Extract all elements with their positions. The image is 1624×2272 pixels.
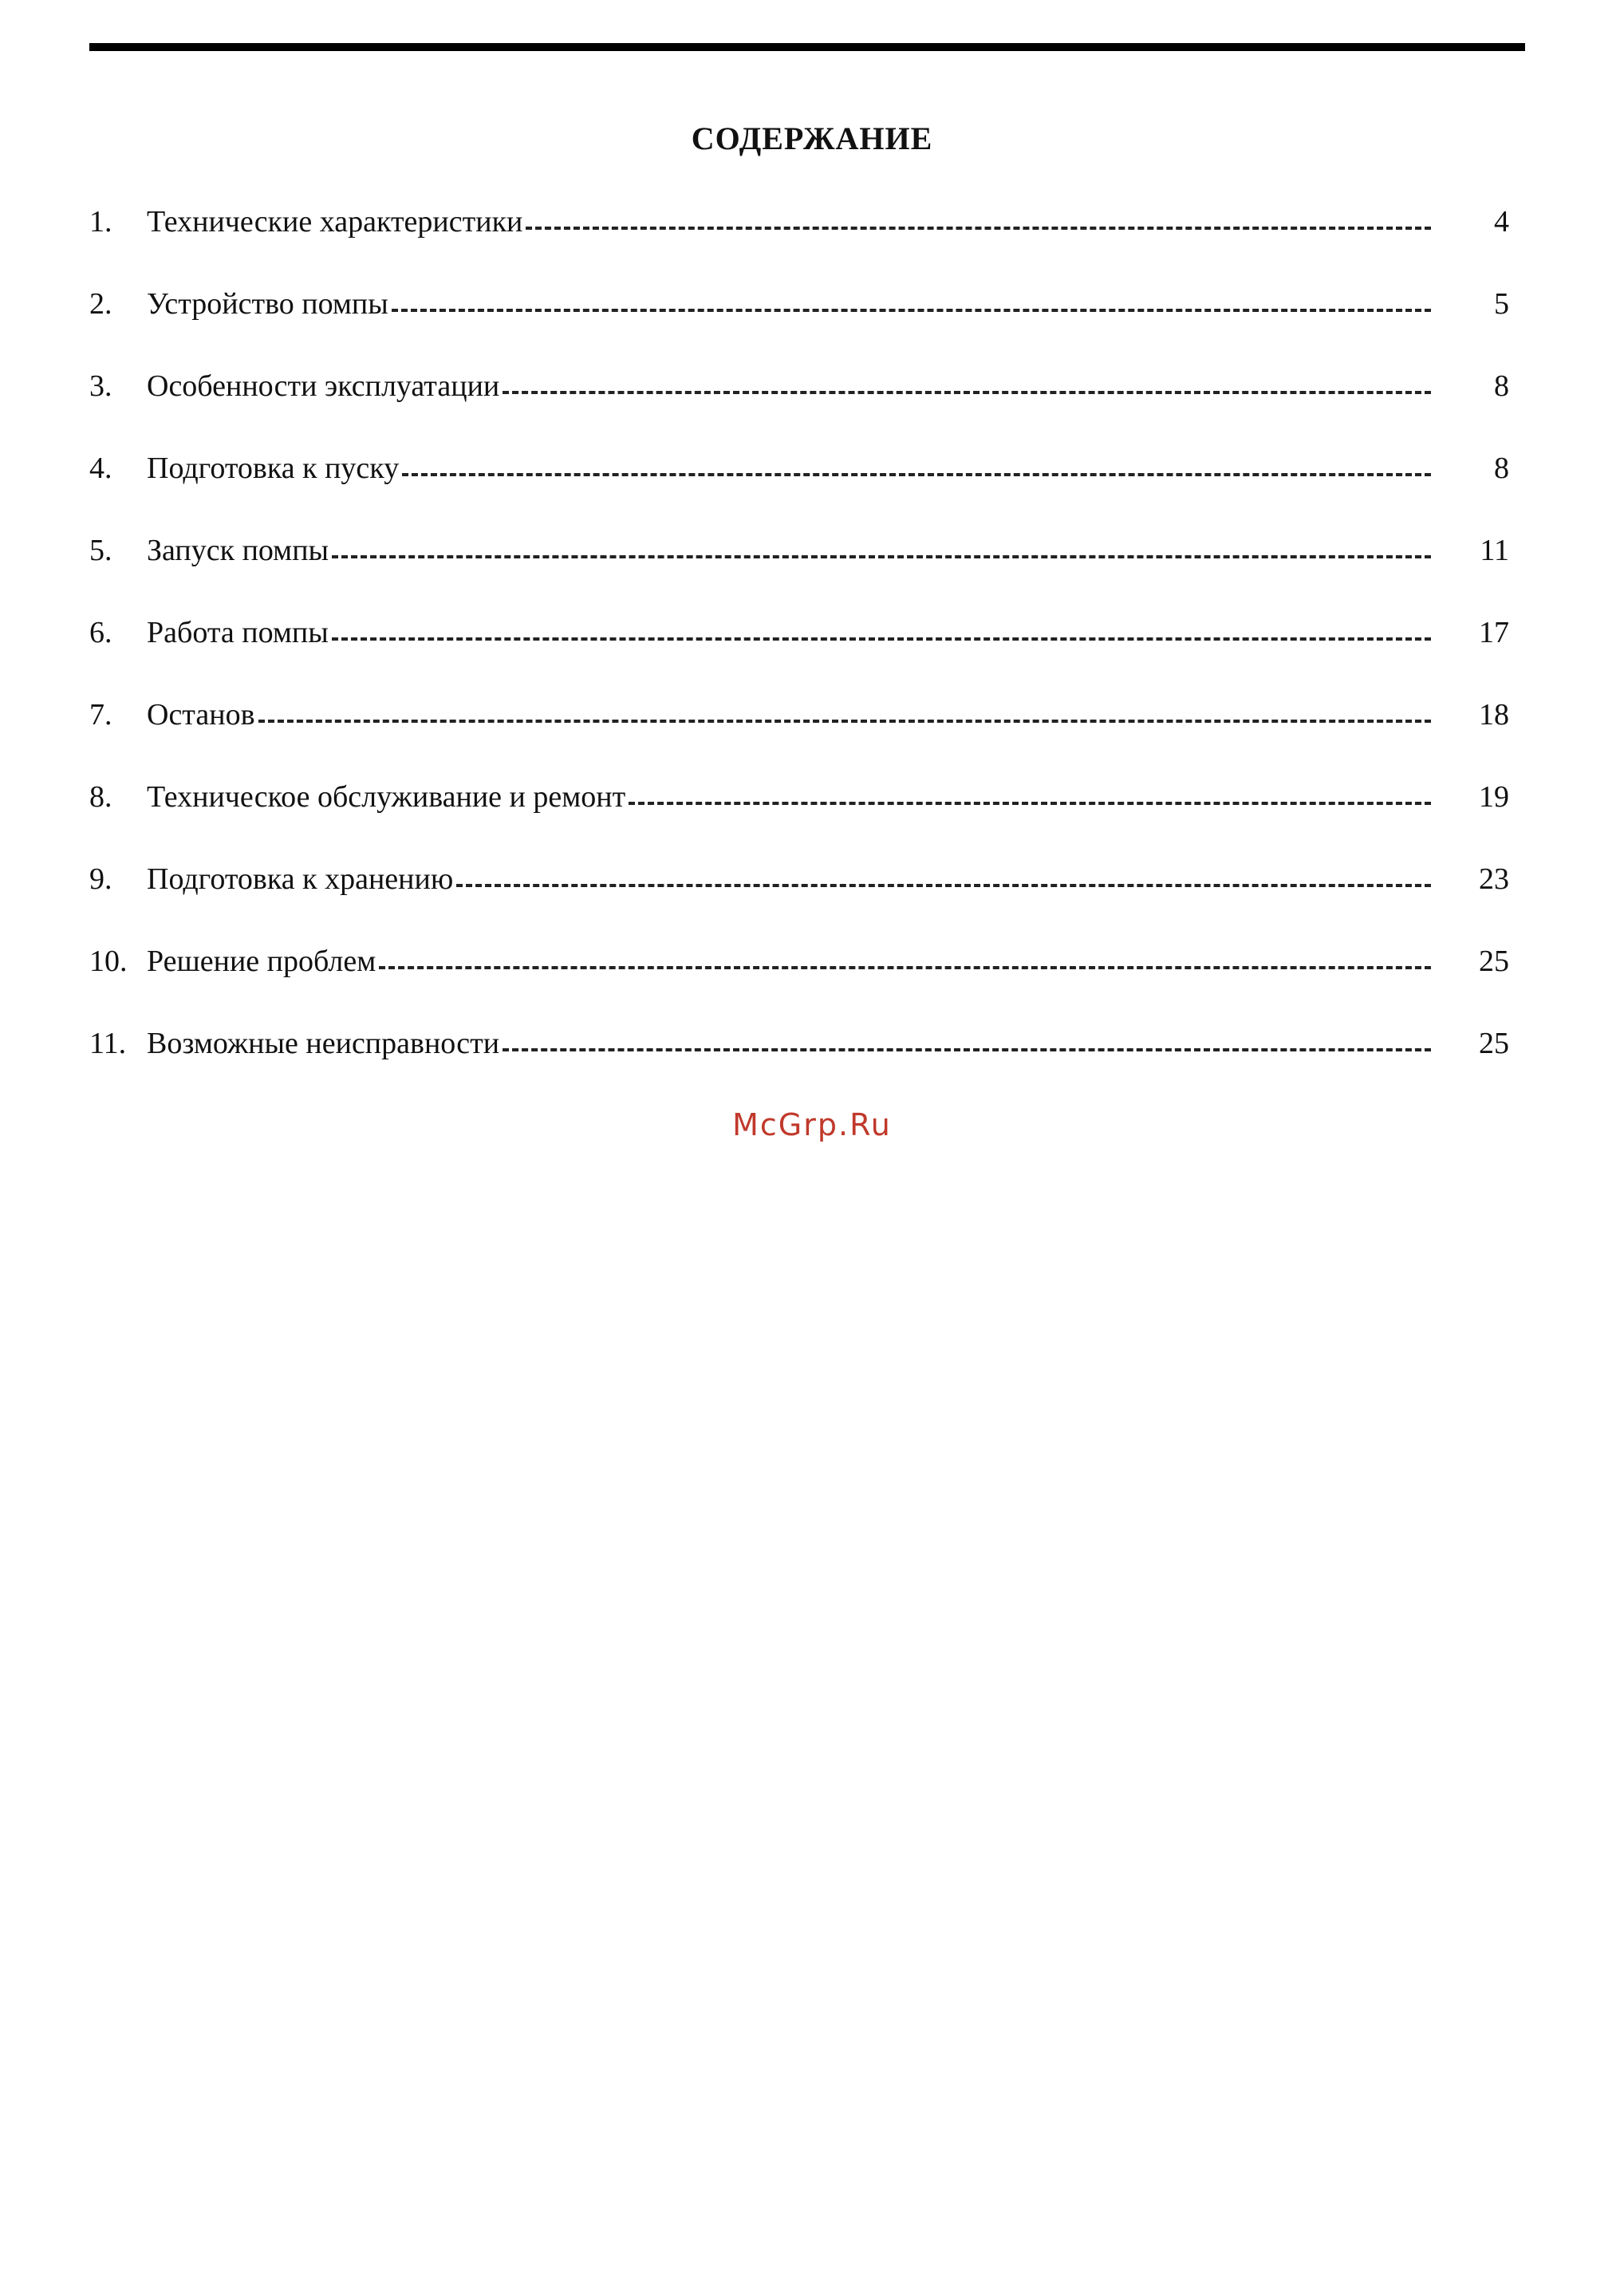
watermark-link[interactable]: McGrp.Ru — [732, 1107, 892, 1142]
toc-entry-page: 8 — [1494, 369, 1509, 403]
toc-entry[interactable] — [89, 773, 1509, 855]
toc-entry[interactable] — [89, 1020, 1509, 1102]
dot-leader — [332, 555, 1431, 558]
toc-title: СОДЕРЖАНИЕ — [691, 120, 933, 156]
toc-entry-page: 23 — [1479, 862, 1509, 896]
toc-entry-number: 10. — [89, 945, 128, 978]
toc-entry-number: 7. — [89, 698, 112, 732]
toc-entry-page: 5 — [1494, 287, 1509, 321]
dot-leader — [629, 802, 1431, 805]
toc-entry[interactable] — [89, 444, 1509, 527]
toc-entry-page: 11 — [1480, 534, 1509, 567]
dot-leader — [503, 391, 1431, 394]
toc-entry[interactable] — [89, 855, 1509, 937]
toc-entry-page: 25 — [1479, 945, 1509, 978]
toc-entry-number: 4. — [89, 452, 112, 485]
dot-leader — [526, 227, 1431, 230]
toc-entry-number: 1. — [89, 205, 112, 239]
toc-entry-number: 11. — [89, 1027, 127, 1060]
toc-entry[interactable] — [89, 691, 1509, 773]
toc-entry-page: 17 — [1479, 616, 1509, 649]
toc-entry[interactable] — [89, 527, 1509, 609]
toc-entry[interactable] — [89, 280, 1509, 362]
top-rule — [89, 43, 1525, 51]
dot-leader — [392, 309, 1431, 312]
toc-entry-page: 4 — [1494, 205, 1509, 239]
dot-leader — [258, 720, 1431, 723]
toc-entry-title: Техническое обслуживание и ремонт — [147, 780, 626, 814]
toc-entry-number: 8. — [89, 780, 112, 814]
toc-entry-page: 8 — [1494, 452, 1509, 485]
toc-entry-title: Решение проблем — [147, 945, 376, 978]
toc-entry-number: 6. — [89, 616, 112, 649]
toc-entry-page: 25 — [1479, 1027, 1509, 1060]
toc-entry-title: Запуск помпы — [147, 534, 329, 567]
toc-entry-title: Особенности эксплуатации — [147, 369, 500, 403]
toc-entry-number: 3. — [89, 369, 112, 403]
toc-entry-title: Технические характеристики — [147, 205, 523, 239]
toc-entry-page: 18 — [1479, 698, 1509, 732]
toc-entry-number: 5. — [89, 534, 112, 567]
toc-entry-title: Подготовка к хранению — [147, 862, 454, 896]
toc-entry[interactable] — [89, 609, 1509, 691]
toc-entry-page: 19 — [1479, 780, 1509, 814]
toc-entry-number: 9. — [89, 862, 112, 896]
toc-entry[interactable] — [89, 937, 1509, 1020]
dot-leader — [379, 966, 1431, 969]
dot-leader — [456, 884, 1431, 887]
toc-entry-title: Возможные неисправности — [147, 1027, 500, 1060]
dot-leader — [503, 1048, 1431, 1051]
toc-entry[interactable] — [89, 198, 1509, 280]
dot-leader — [332, 637, 1431, 641]
toc-entry-title: Подготовка к пуску — [147, 452, 400, 485]
dot-leader — [402, 473, 1431, 476]
toc-entry-number: 2. — [89, 287, 112, 321]
toc-entry-title: Работа помпы — [147, 616, 329, 649]
toc-list — [89, 198, 1509, 1102]
toc-entry-title: Устройство помпы — [147, 287, 388, 321]
toc-entry[interactable] — [89, 362, 1509, 444]
toc-entry-title: Останов — [147, 698, 255, 732]
